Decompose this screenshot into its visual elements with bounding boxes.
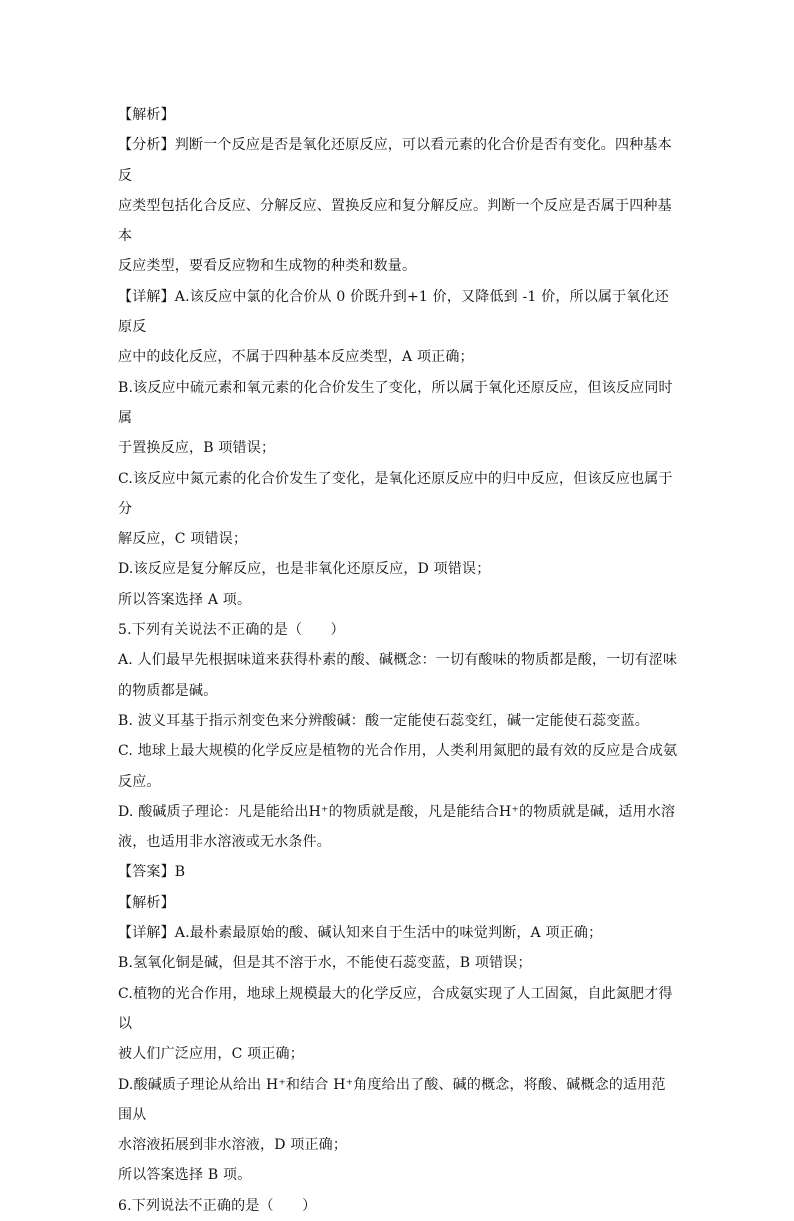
question-5-option-d-cont: 液，也适用非水溶液或无水条件。 — [118, 834, 331, 851]
question-5-option-a-cont: 的物质都是碱。 — [118, 682, 218, 699]
question-5-stem: 5.下列有关说法不正确的是（ ） — [118, 622, 345, 639]
question-5-option-b: B. 波义耳基于指示剂变色来分辨酸碱：酸一定能使石蕊变红，碱一定能使石蕊变蓝。 — [118, 712, 649, 729]
question-5-option-a: A. 人们最早先根据味道来获得朴素的酸、碱概念：一切有酸味的物质都是酸，一切有涩味 — [118, 652, 678, 669]
detail-text-line: C.该反应中氮元素的化合价发生了变化，是氧化还原反应中的归中反应，但该反应也属于分 — [118, 470, 673, 517]
detail-text-line: 应中的歧化反应，不属于四种基本反应类型，A 项正确； — [118, 349, 474, 366]
section-heading-analysis: 【解析】 — [118, 107, 175, 123]
detail-text-line: 被人们广泛应用，C 项正确； — [118, 1046, 304, 1063]
detail-text-line: D.该反应是复分解反应，也是非氧化还原反应，D 项错误； — [118, 561, 491, 578]
detail-text-line: 【详解】A.最朴素最原始的酸、碱认知来自于生活中的味觉判断，A 项正确； — [118, 925, 603, 942]
question-6-stem: 6.下列说法不正确的是（ ） — [118, 1197, 317, 1214]
analysis-text-line: 应类型包括化合反应、分解反应、置换反应和复分解反应。判断一个反应是否属于四种基本 — [118, 197, 672, 245]
detail-text-line: D.酸碱质子理论从给出 H⁺和结合 H⁺角度给出了酸、碱的概念，将酸、碱概念的适用范围从 — [118, 1076, 666, 1123]
detail-text-line: 【详解】A.该反应中氯的化合价从 0 价既升到+1 价，又降低到 -1 价，所以属于氧化还原反 — [118, 288, 669, 336]
answer-summary-line: 所以答案选择 A 项。 — [118, 591, 252, 608]
detail-text-line: 水溶液拓展到非水溶液，D 项正确； — [118, 1137, 348, 1154]
question-5-option-c-cont: 反应。 — [118, 773, 161, 790]
document-body — [118, 100, 678, 1221]
analysis-text-line: 反应类型，要看反应物和生成物的种类和数量。 — [118, 258, 417, 275]
question-5-option-d: D. 酸碱质子理论：凡是能给出H⁺的物质就是酸，凡是能结合H⁺的物质就是碱，适用水溶 — [118, 803, 676, 820]
detail-text-line: 解反应，C 项错误； — [118, 531, 248, 548]
detail-text-line: 于置换反应，B 项错误； — [118, 440, 276, 457]
detail-text-line: B.该反应中硫元素和氧元素的化合价发生了变化，所以属于氧化还原反应，但该反应同时属 — [118, 379, 673, 426]
answer-summary-line: 所以答案选择 B 项。 — [118, 1167, 252, 1184]
analysis-text-line: 【分析】判断一个反应是否是氧化还原反应，可以看元素的化合价是否有变化。四种基本反 — [118, 137, 672, 184]
detail-text-line: B.氢氧化铜是碱，但是其不溶于水，不能使石蕊变蓝，B 项错误； — [118, 955, 532, 972]
question-5-option-c: C. 地球上最大规模的化学反应是植物的光合作用，人类利用氮肥的最有效的反应是合成氨 — [118, 743, 678, 760]
detail-text-line: C.植物的光合作用，地球上规模最大的化学反应，合成氨实现了人工固氮，自此氮肥才得以 — [118, 985, 673, 1032]
question-5-answer: 【答案】B — [118, 864, 186, 881]
section-heading-analysis: 【解析】 — [118, 894, 175, 911]
